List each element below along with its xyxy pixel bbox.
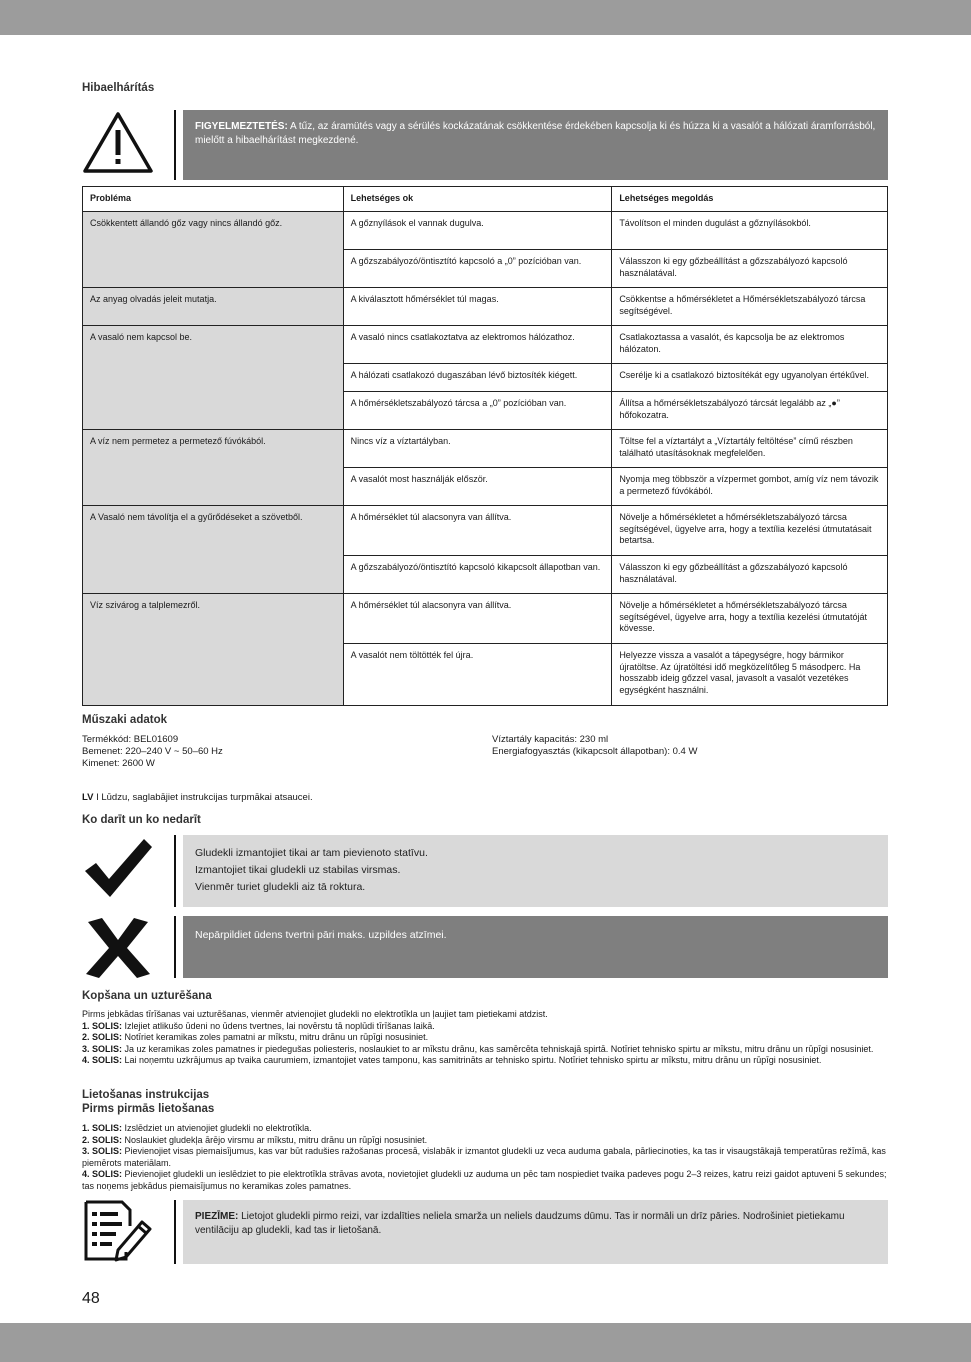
warning-text: A tűz, az áramütés vagy a sérülés kockázatának csökkentése érdekében kapcsolja ki és húzza ki a vasalót a hálózati áramforrásból, mielőtt a hibaelhárítást megkezdené. [195,121,876,146]
cleaning-section [82,1009,888,1067]
usage-subheading: Pirms pirmās lietošanas [82,1103,215,1115]
cleaning-intro: Pirms jebkādas tīrīšanas vai uzturēšanas, vienmēr atvienojiet gludekli no elektrotīkla un ļaujiet tam pietiekami atdzist. [82,1009,548,1019]
solution-cell: Cserélje ki a csatlakozó biztosítékát egy ugyanolyan értékűvel. [612,364,888,392]
cleaning-step [82,1055,888,1067]
step-label: 4. SOLIS: [82,1055,123,1065]
step-label: 2. SOLIS: [82,1032,123,1042]
step-text: Notīriet keramikas zoles pamatni ar mīkstu, mitru drānu un rūpīgi nosusiniet. [122,1032,429,1042]
step-text: Izlejiet atlikušo ūdeni no ūdens tvertnes, lai novērstu tā noplūdi tīrīšanas laikā. [122,1020,435,1031]
bottom-bar [0,1323,971,1362]
cause-cell: A vasalót nem töltötték fel újra. [343,644,612,706]
solution-cell: Távolítson el minden dugulást a gőznyílásokból. [612,212,888,250]
cause-cell: Nincs víz a víztartályban. [343,430,612,468]
solution-cell: Csatlakoztassa a vasalót, és kapcsolja be az elektromos hálózaton. [612,326,888,364]
donts-divider [174,916,176,978]
dos-banner [183,835,888,907]
cause-cell: A vasalót most használják először. [343,468,612,506]
step-label: 3. SOLIS: [82,1146,123,1156]
note-icon [82,1200,154,1267]
column-header-cause: Lehetséges ok [343,187,612,212]
dos-item: Vienmēr turiet gludekli aiz tā roktura. [195,881,366,893]
cleaning-step [82,1032,888,1044]
step-text: Pievienojiet gludekli un ieslēdziet to pie elektrotīkla strāvas avota, novietojiet gludekli uz auduma un pēc tam nospiediet tvaika padeves pogu 2–3 reizes, katru reizi gaidot aptuveni 5 sekundes; tas noņems jebkādus piemaisījumus no keramikas zoles pamatnes. [82,1169,887,1191]
warning-label: FIGYELMEZTETÉS: [195,121,288,132]
specs-left [82,734,223,770]
warning-icon [82,110,154,179]
spec-line: Víztartály kapacitás: 230 ml [492,734,609,745]
warning-banner [183,110,888,180]
table-header-row [83,187,888,212]
dos-divider [174,835,176,907]
solution-cell: Állítsa a hőmérsékletszabályozó tárcsát legalább az „●” hőfokozatra. [612,392,888,430]
note-banner [183,1200,888,1264]
solution-cell: Töltse fel a víztartályt a „Víztartály feltöltése” című részben található utasításoknak megfelelően. [612,430,888,468]
solution-cell: Nyomja meg többször a vízpermet gombot, amíg víz nem távozik a permetező fúvókából. [612,468,888,506]
column-header-problem: Probléma [83,187,344,212]
cause-cell: A vasaló nincs csatlakoztatva az elektromos hálózathoz. [343,326,612,364]
cause-cell: A kiválasztott hőmérséklet túl magas. [343,288,612,326]
spec-line: Termékkód: BEL01609 [82,734,179,745]
checkmark-icon [82,835,154,906]
cause-cell: A hálózati csatlakozó dugaszában lévő biztosíték kiégett. [343,364,612,392]
step-text: Noslaukiet gludekļa ārējo virsmu ar mīkstu, mitru drānu un rūpīgi nosusiniet. [122,1134,428,1145]
cross-icon [82,916,154,985]
spec-line: Kimenet: 2600 W [82,758,155,769]
note-divider [174,1200,176,1264]
donts-banner [183,916,888,978]
troubleshooting-heading: Hibaelhárítás [82,82,155,94]
dos-item: Gludekli izmantojiet tikai ar tam pievienoto statīvu. [195,847,428,859]
solution-cell: Növelje a hőmérsékletet a hőmérsékletszabályozó tárcsa segítségével, ügyelve arra, hogy a textília kezelési útmutatóját kövesse. [612,594,888,644]
solution-cell: Válasszon ki egy gőzbeállítást a gőzszabályozó kapcsoló használatával. [612,250,888,288]
specs-right [492,734,697,758]
table-row [83,594,888,644]
usage-step [82,1169,888,1192]
warning-divider [174,110,176,180]
step-text: Pievienojiet visas piemaisījumus, kas var būt radušies ražošanas procesā, vislabāk ir izmantot gludekli uz veca auduma gabala, pārliecinoties, ka tas ir visaugstākajā temperatūras režīmā, kas piemērots materiālam. [82,1146,886,1168]
step-label: 1. SOLIS: [82,1123,123,1133]
cleaning-heading: Kopšana un uzturēšana [82,990,212,1002]
table-row [83,288,888,326]
note-text: Lietojot gludekli pirmo reizi, var izdalīties neliela smarža un neliels daudzums dūmu. Tas ir normāli un drīz pāries. Nodrošiniet pietiekamu ventilāciju ap gludekli, kad tas ir lietošanā. [195,1211,845,1236]
top-bar [0,0,971,35]
page-number: 48 [82,1290,100,1307]
lv-intro-text: I Lūdzu, saglabājiet instrukcijas turpmākai atsaucei. [93,792,313,803]
step-label: 4. SOLIS: [82,1169,123,1179]
usage-step [82,1123,888,1135]
lv-code: LV [82,792,94,803]
lv-intro [82,792,313,804]
cause-cell: A hőmérséklet túl alacsonyra van állítva. [343,594,612,644]
spec-line: Energiafogyasztás (kikapcsolt állapotban): 0.4 W [492,746,698,757]
step-label: 1. SOLIS: [82,1020,123,1031]
usage-step [82,1146,888,1169]
problem-cell: Víz szivárog a talplemezről. [83,594,344,706]
table-row [83,212,888,250]
column-header-solution: Lehetséges megoldás [612,187,888,212]
spec-line: Bemenet: 220–240 V ~ 50–60 Hz [82,746,223,757]
usage-section [82,1123,888,1192]
cause-cell: A gőzszabályozó/öntisztító kapcsoló kikapcsolt állapotban van. [343,556,612,594]
troubleshooting-table [82,186,888,706]
dos-item: Izmantojiet tikai gludekli uz stabilas virsmas. [195,864,401,876]
step-text: Ja uz keramikas zoles pamatnes ir piedegušas poliesteris, noslaukiet to ar mīkstu drānu, kas samērcēta tehniskajā spirtā. Notīriet tehnisko spirtu ar mīkstu, mitru drānu un rūpīgi nosusiniet. [122,1043,874,1054]
donts-item: Nepārpildiet ūdens tvertni pāri maks. uzpildes atzīmei. [195,929,447,941]
usage-heading: Lietošanas instrukcijas [82,1089,210,1101]
problem-cell: A vasaló nem kapcsol be. [83,326,344,430]
solution-cell: Válasszon ki egy gőzbeállítást a gőzszabályozó kapcsoló használatával. [612,556,888,594]
cause-cell: A gőznyílások el vannak dugulva. [343,212,612,250]
problem-cell: Csökkentett állandó gőz vagy nincs állandó gőz. [83,212,344,288]
table-row [83,430,888,468]
solution-cell: Növelje a hőmérsékletet a hőmérsékletszabályozó tárcsa segítségével, ügyelve arra, hogy a textília kezelési útmutatásait betartsa. [612,506,888,556]
cleaning-step [82,1021,888,1033]
solution-cell: Helyezze vissza a vasalót a tápegységre, hogy bármikor újratöltse. Az újratöltési idő megközelítőleg 5 másodperc. Ha hosszabb ideig gőzzel vasal, javasolt a vasalót vezetékes egységként használni. [612,644,888,706]
step-label: 3. SOLIS: [82,1043,123,1054]
note-label: PIEZĪME: [195,1211,239,1222]
problem-cell: A víz nem permetez a permetező fúvókából. [83,430,344,506]
table-row [83,326,888,364]
problem-cell: A Vasaló nem távolítja el a gyűrődéseket a szövetből. [83,506,344,594]
cause-cell: A hőmérsékletszabályozó tárcsa a „0” pozícióban van. [343,392,612,430]
step-text: Izslēdziet un atvienojiet gludekli no elektrotīkla. [122,1123,312,1133]
table-row [83,506,888,556]
step-text: Lai noņemtu uzkrājumus ap tvaika caurumiem, izmantojiet vates tamponu, kas samitrināts ar tehnisko spirtu. Notīriet tehnisko spirtu ar mīkstu, mitru drānu un rūpīgi nosusiniet. [122,1055,822,1065]
usage-step [82,1135,888,1147]
solution-cell: Csökkentse a hőmérsékletet a Hőmérsékletszabályozó tárcsa segítségével. [612,288,888,326]
cleaning-step [82,1044,888,1056]
cause-cell: A gőzszabályozó/öntisztító kapcsoló a „0” pozícióban van. [343,250,612,288]
dos-heading: Ko darīt un ko nedarīt [82,814,201,826]
cause-cell: A hőmérséklet túl alacsonyra van állítva. [343,506,612,556]
specs-heading: Műszaki adatok [82,714,167,726]
problem-cell: Az anyag olvadás jeleit mutatja. [83,288,344,326]
step-label: 2. SOLIS: [82,1134,123,1145]
